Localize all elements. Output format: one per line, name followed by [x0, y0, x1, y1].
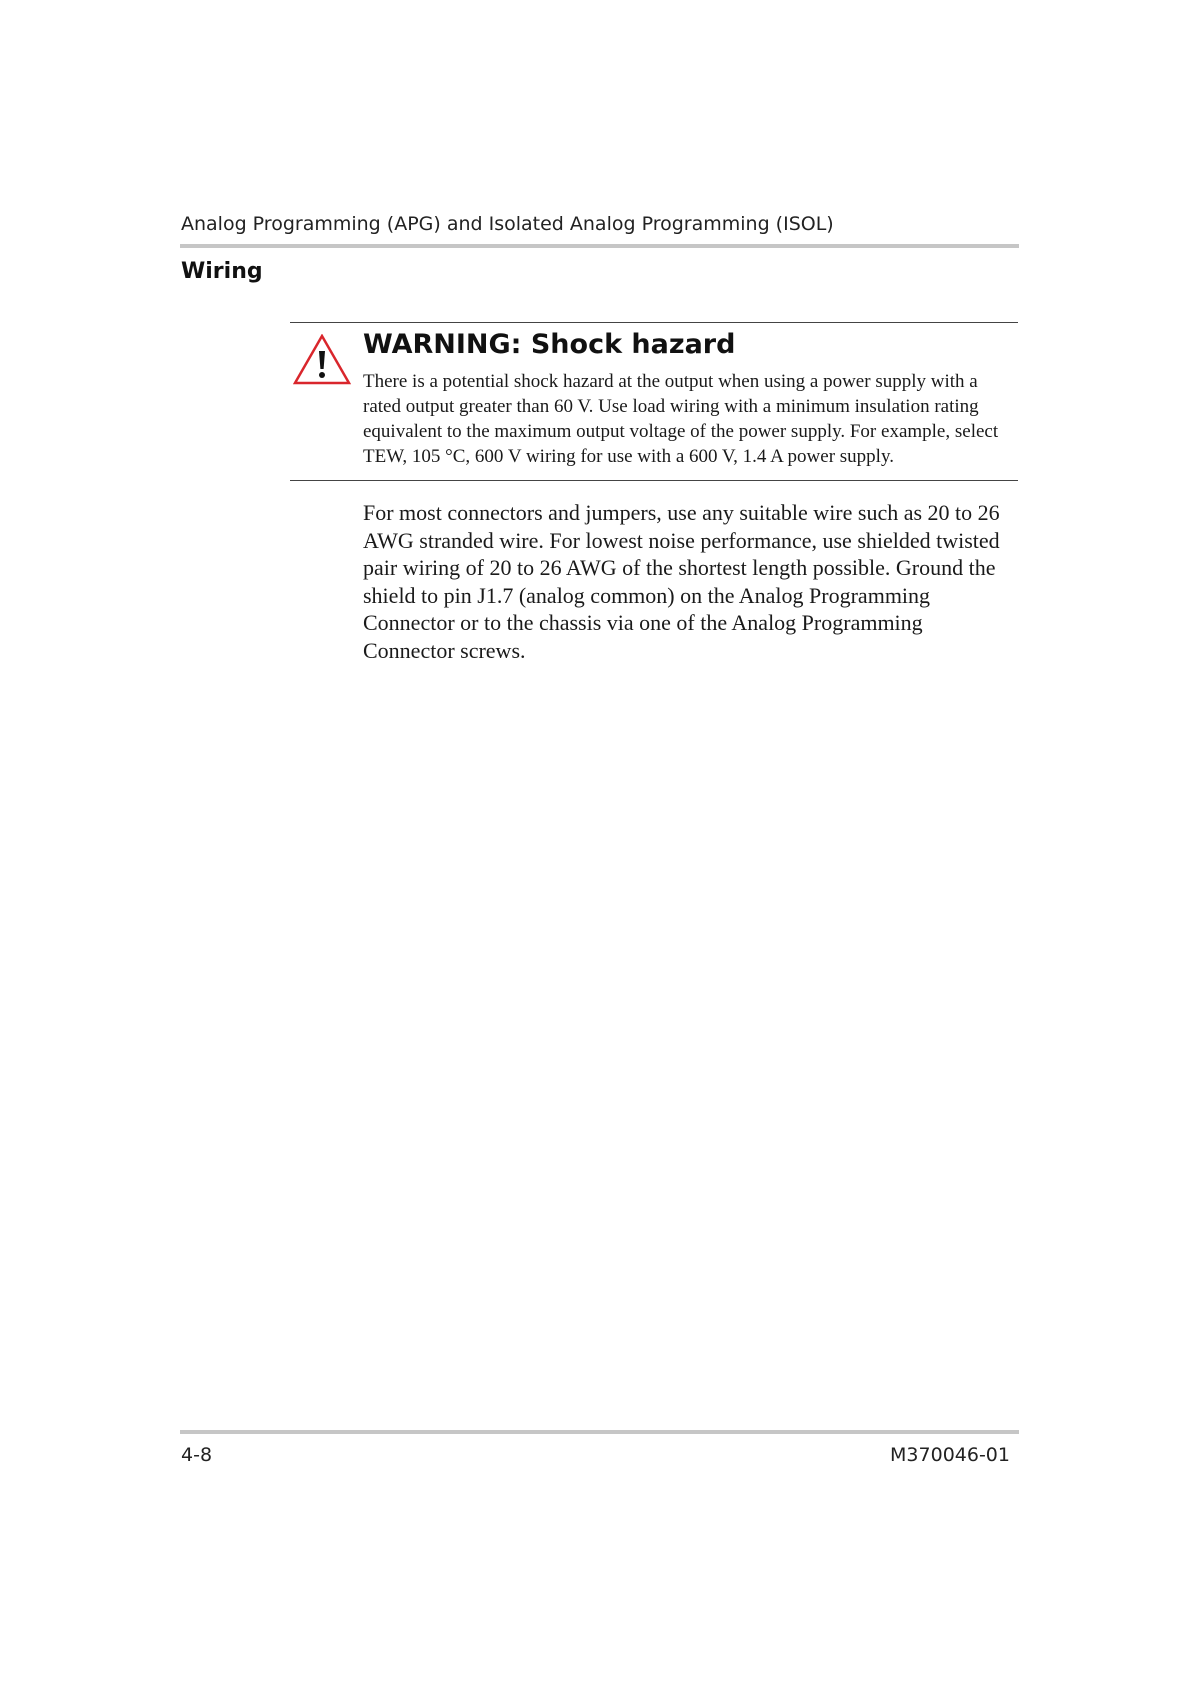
warning-bottom-rule — [290, 480, 1018, 481]
footer-rule — [180, 1430, 1019, 1434]
body-paragraph: For most connectors and jumpers, use any suitable wire such as 20 to 26 AWG stranded wire. For lowest noise performance, use shielded twisted pair wiring of 20 to 26 AWG of the shortest length possible. Ground the shield to pin J1.7 (analog common) on the Analog Programming Connector or to the chassis via one of the Analog Programming Connector screws. — [363, 500, 1000, 663]
section-heading: Wiring — [181, 259, 263, 284]
running-header: Analog Programming (APG) and Isolated Analog Programming (ISOL) — [181, 213, 834, 235]
header-rule — [180, 244, 1019, 248]
warning-text: There is a potential shock hazard at the output when using a power supply with a rated output greater than 60 V. Use load wiring with a minimum insulation rating equivalent to the maximum output voltage of the power supply. For example, select TEW, 105 °C, 600 V wiring for use with a 600 V, 1.4 A power supply. — [363, 371, 999, 467]
warning-title: WARNING: Shock hazard — [363, 329, 736, 360]
page-number: 4-8 — [181, 1444, 213, 1466]
warning-triangle-icon — [293, 334, 351, 385]
warning-top-rule — [290, 322, 1018, 323]
document-number: M370046-01 — [890, 1444, 1010, 1466]
